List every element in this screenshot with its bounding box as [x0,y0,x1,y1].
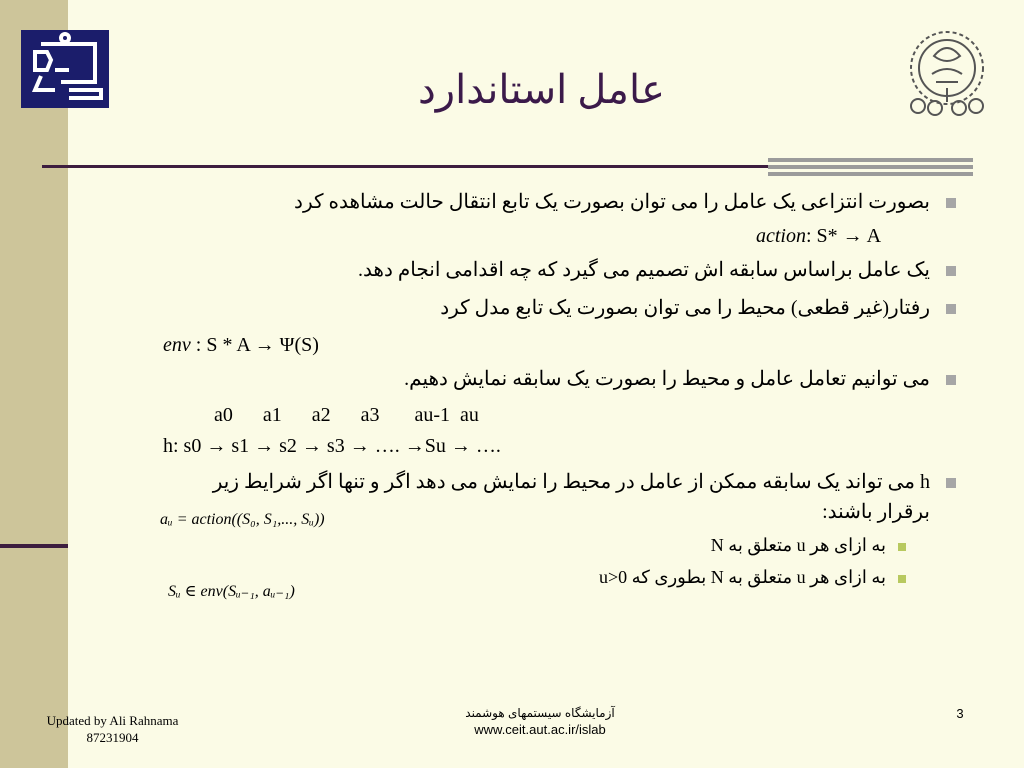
footer-author-id: 87231904 [86,729,139,745]
bullet-text-state-transition: بصورت انتزاعی یک عامل را می توان بصورت یک تابع انتقال حالت مشاهده کرد [294,191,930,213]
page-number: 3 [956,706,964,721]
bullet-marker [946,478,956,488]
sub-bullet-text-u-in-n: به ازای هر u متعلق به N [710,535,886,555]
bullet-text-history-decision: یک عامل براساس سابقه اش تصمیم می گیرد که چه اقدامی انجام دهد. [357,259,930,281]
history-states-line: h: s0 → s1 → s2 → s3 → …. →Su → …. [163,435,501,457]
action-formula-rest: : S* → A [806,225,882,247]
left-band-divider [0,544,68,548]
equation-action-history: aᵤ = action((S₀, S₁,..., Sᵤ)) [160,511,325,528]
equation-env-transition: Sᵤ ∈ env(Sᵤ₋₁, aᵤ₋₁) [168,583,295,600]
sub-bullet-text-u-positive: به ازای هر u متعلق به N بطوری که u>0 [599,567,886,587]
title-divider-accent [768,158,973,178]
bullet-marker [946,304,956,314]
action-formula-word: action [756,225,806,247]
bullet-text-possible-history: h می تواند یک سابقه ممکن از عامل در محیط را نمایش می دهد اگر و تنها اگر شرایط زیر [212,471,930,493]
env-formula-rest: : S * A → Ψ(S) [190,334,319,356]
bullet-text-environment-model: رفتار(غیر قطعی) محیط را می توان بصورت یک تابع مدل کرد [440,297,930,319]
bullet-marker [946,375,956,385]
history-actions-line: a0 a1 a2 a3 au-1 au [214,404,479,426]
env-formula [163,333,319,357]
env-formula-word: env [163,334,191,356]
footer-author [30,713,195,747]
sub-bullet-marker [898,543,906,551]
bullet-text-conditions: برقرار باشند: [822,501,930,523]
footer-lab [440,706,640,738]
footer-lab-url[interactable]: www.ceit.aut.ac.ir/islab [474,721,606,737]
bullet-text-interaction-history: می توانیم تعامل عامل و محیط را بصورت یک سابقه نمایش دهیم. [404,368,930,390]
action-formula [756,224,881,248]
footer-author-name: Updated by Ali Rahnama [46,713,179,728]
lab-logo-icon [21,30,109,108]
sub-bullet-marker [898,575,906,583]
left-band [0,0,68,768]
slide-title: عامل استاندارد [417,67,665,112]
footer-lab-name: آزمایشگاه سیستمهای هوشمند [465,706,615,720]
university-logo-icon [904,26,990,118]
bullet-marker [946,266,956,276]
bullet-marker [946,198,956,208]
